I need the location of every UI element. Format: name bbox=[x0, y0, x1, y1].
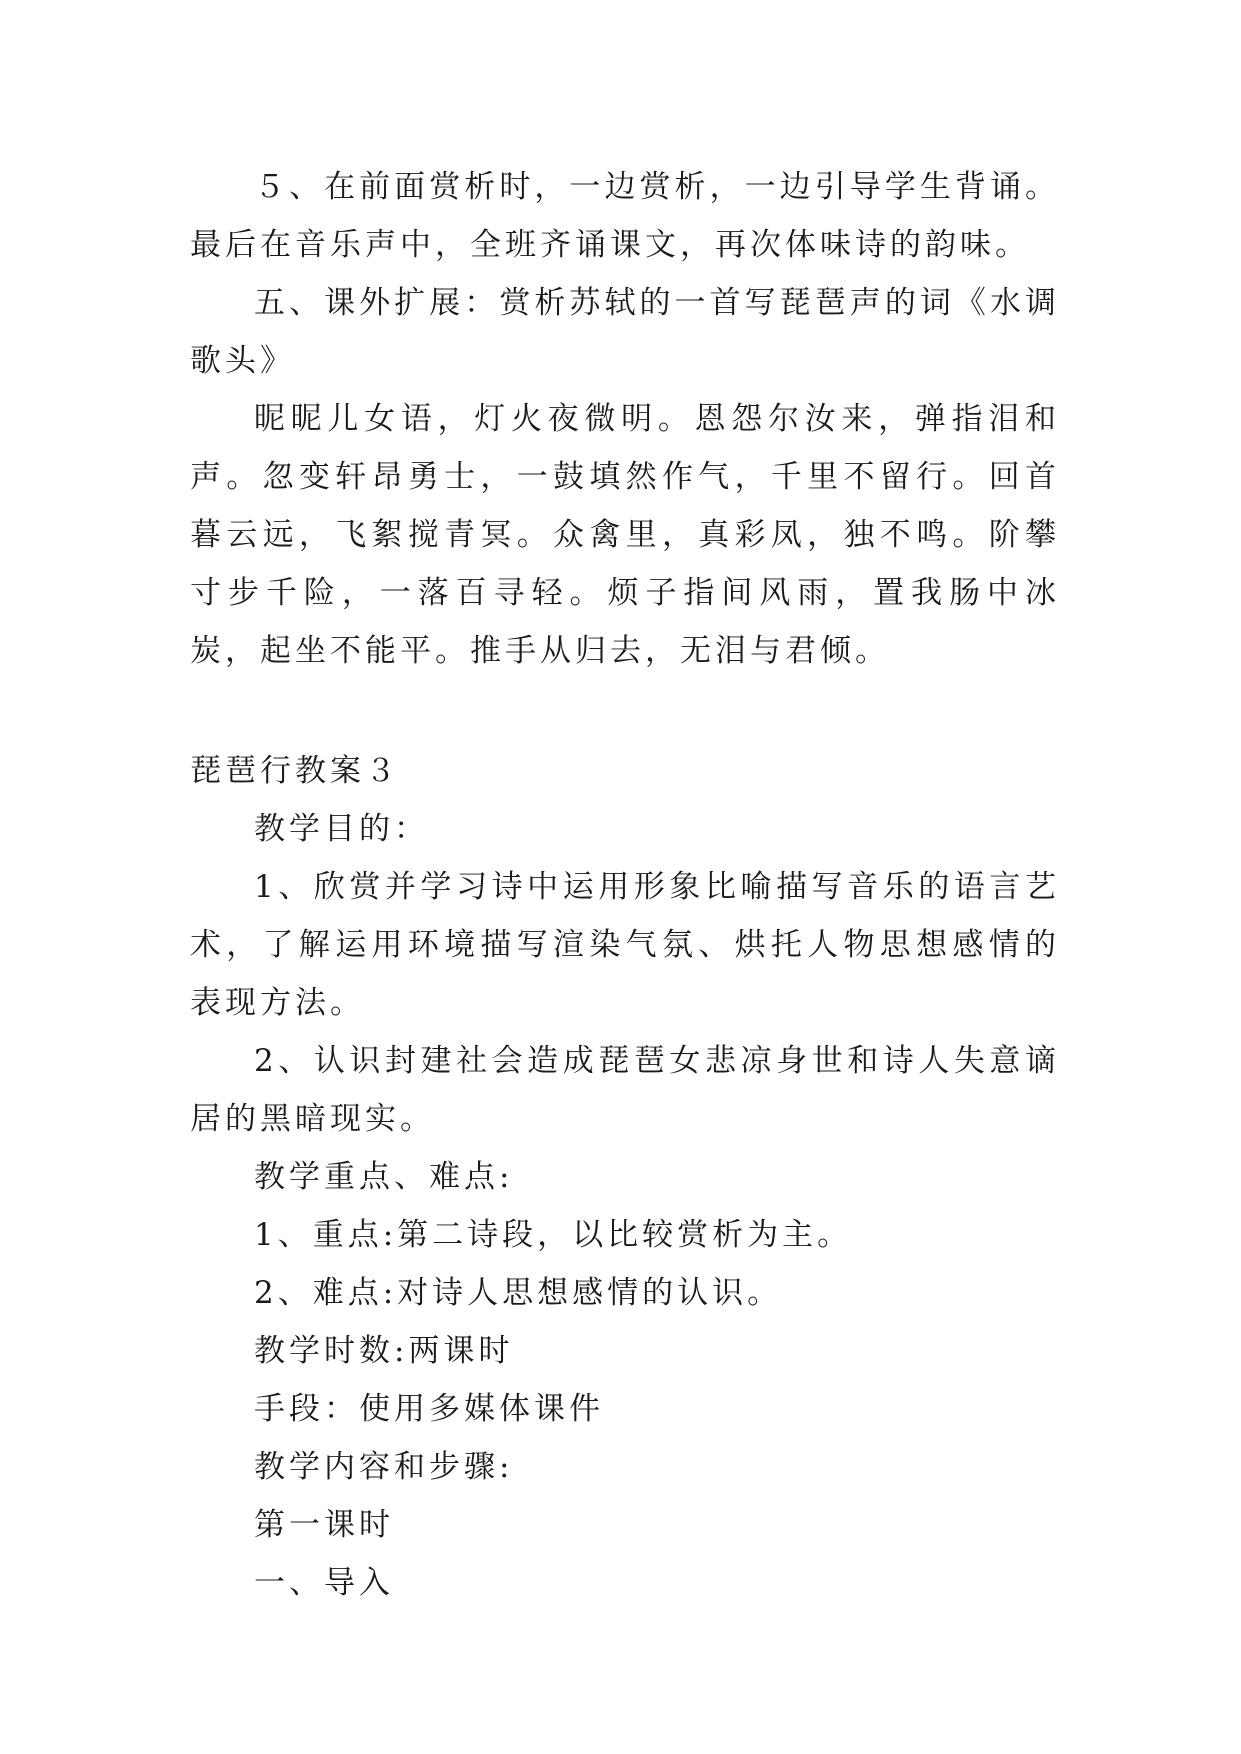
paragraph-extension: 五、课外扩展：赏析苏轼的一首写琵琶声的词《水调歌头》 bbox=[190, 285, 1060, 379]
intro-heading: 一、导入 bbox=[254, 1565, 394, 1601]
document-page bbox=[190, 158, 1060, 1612]
key-point-1: 1、重点:第二诗段，以比较赏析为主。 bbox=[254, 1217, 853, 1253]
section-gap bbox=[190, 680, 1060, 742]
lesson-plan-title: 琵琶行教案３ bbox=[190, 753, 400, 789]
goal-item-1: 1、欣赏并学习诗中运用形象比喻描写音乐的语言艺术，了解运用环境描写渲染气氛、烘托人物思想感情的表现方法。 bbox=[190, 869, 1060, 1021]
teaching-means: 手段：使用多媒体课件 bbox=[254, 1391, 604, 1427]
steps-heading: 教学内容和步骤: bbox=[254, 1449, 514, 1485]
goal-item-2: 2、认识封建社会造成琵琶女悲凉身世和诗人失意谪居的黑暗现实。 bbox=[190, 1043, 1060, 1137]
goal-heading: 教学目的： bbox=[254, 811, 429, 847]
key-points-heading: 教学重点、难点: bbox=[254, 1159, 514, 1195]
paragraph-recite: ５、在前面赏析时，一边赏析，一边引导学生背诵。最后在音乐声中，全班齐诵课文，再次体味诗的韵味。 bbox=[190, 169, 1060, 263]
lesson-one-heading: 第一课时 bbox=[254, 1507, 394, 1543]
teaching-hours: 教学时数:两课时 bbox=[254, 1333, 514, 1369]
paragraph-poem: 昵昵儿女语，灯火夜微明。恩怨尔汝来，弹指泪和声。忽变轩昂勇士，一鼓填然作气，千里不留行。回首暮云远，飞絮搅青冥。众禽里，真彩凤，独不鸣。阶攀寸步千险，一落百寻轻。烦子指间风雨，置我肠中冰炭，起坐不能平。推手从归去，无泪与君倾。 bbox=[190, 401, 1060, 669]
key-point-2: 2、难点:对诗人思想感情的认识。 bbox=[254, 1275, 783, 1311]
